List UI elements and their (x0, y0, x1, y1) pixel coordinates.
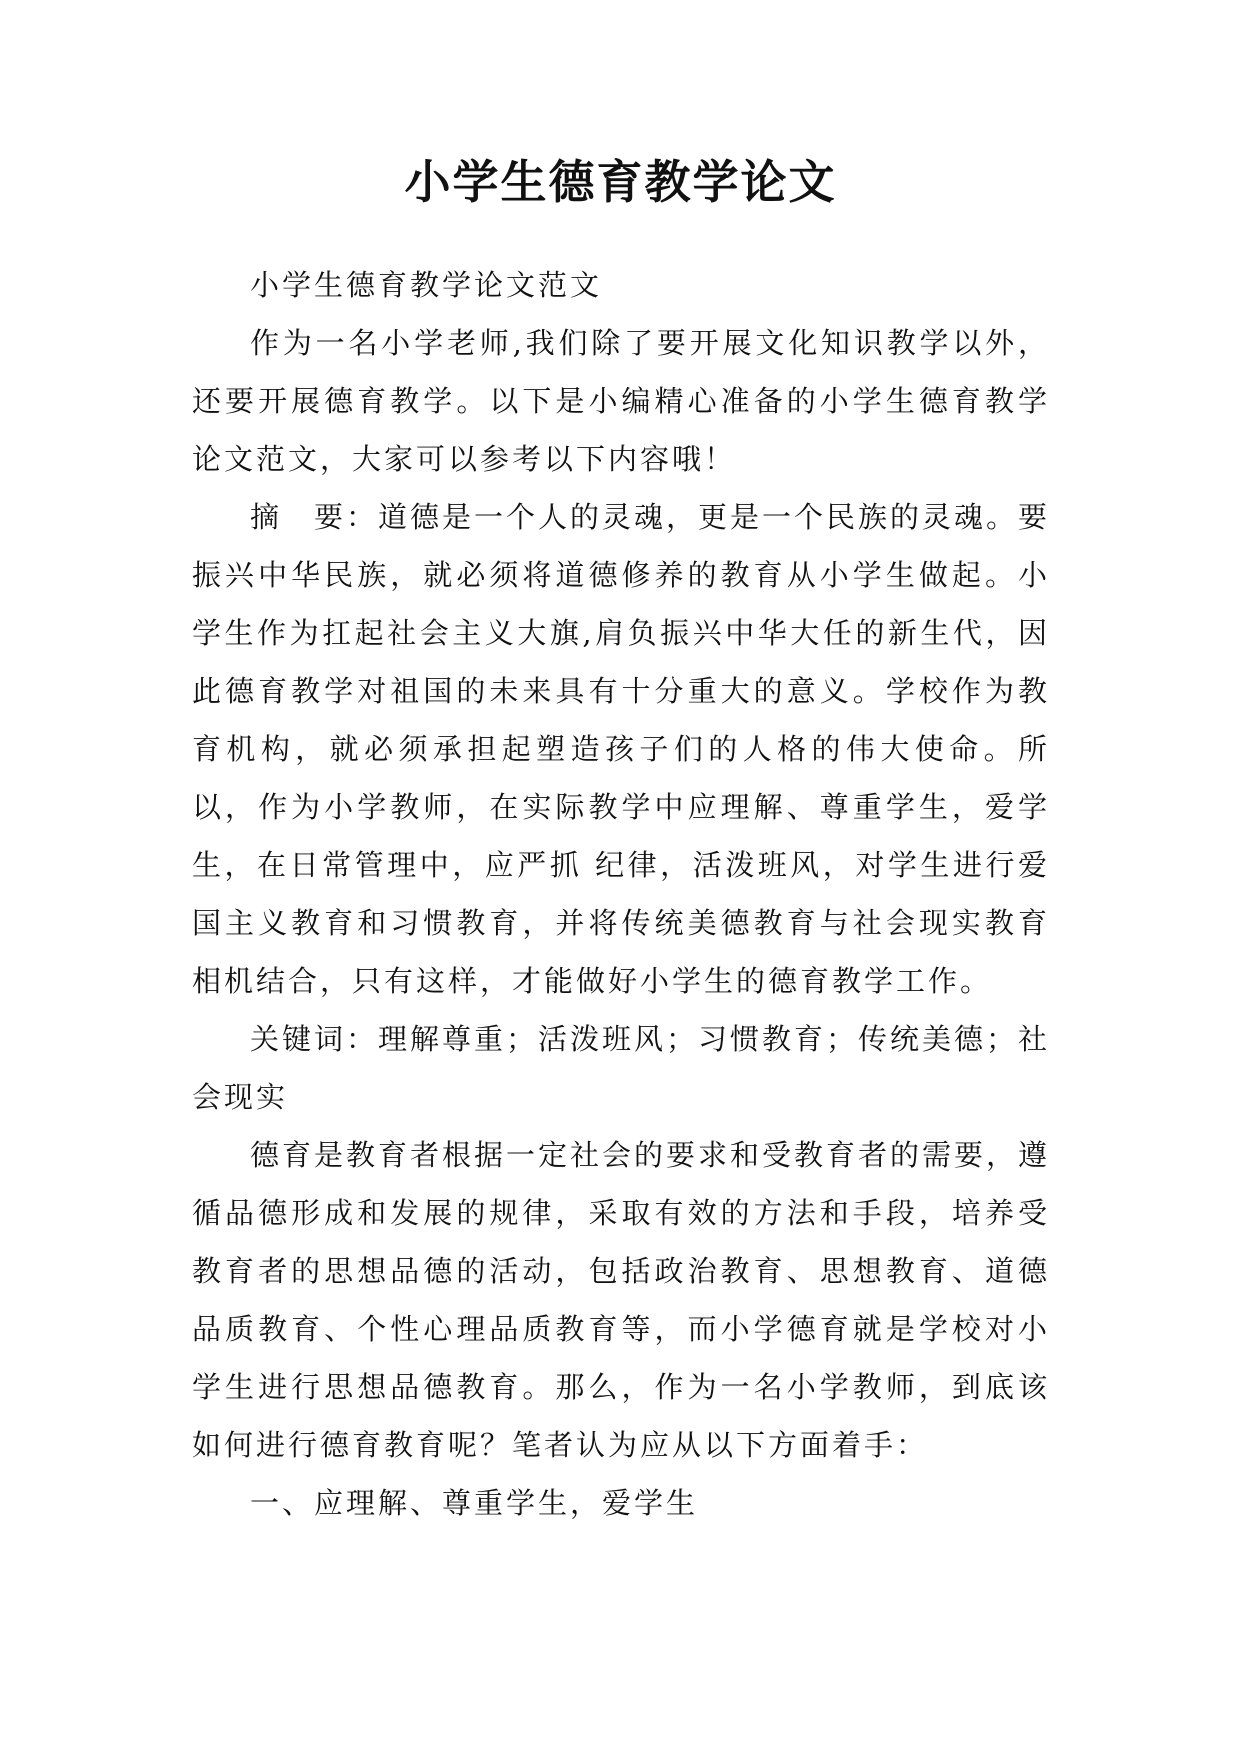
document-title: 小学生德育教学论文 (404, 155, 837, 209)
document-body (192, 256, 1050, 1532)
intro-paragraph: 作为一名小学老师,我们除了要开展文化知识教学以外，还要开展德育教学。以下是小编精心准备的小学生德育教学论文范文，大家可以参考以下内容哦！ (192, 326, 1050, 476)
keywords-paragraph: 关键词：理解尊重；活泼班风；习惯教育；传统美德；社会现实 (192, 1022, 1051, 1114)
body-paragraph: 德育是教育者根据一定社会的要求和受教育者的需要，遵循品德形成和发展的规律，采取有效的方法和手段，培养受教育者的思想品德的活动，包括政治教育、思想教育、道德品质教育、个性心理品质教育等，而小学德育就是学校对小学生进行思想品德教育。那么，作为一名小学教师，到底该如何进行德育教育呢？笔者认为应从以下方面着手： (192, 1138, 1051, 1462)
abstract-paragraph: 摘 要：道德是一个人的灵魂，更是一个民族的灵魂。要振兴中华民族，就必须将道德修养的教育从小学生做起。小学生作为扛起社会主义大旗,肩负振兴中华大任的新生代，因此德育教学对祖国的未来具有十分重大的意义。学校作为教育机构，就必须承担起塑造孩子们的人格的伟大使命。所以，作为小学教师，在实际教学中应理解、尊重学生，爱学生，在日常管理中，应严抓 纪律，活泼班风，对学生进行爱国主义教育和习惯教育，并将传统美德教育与社会现实教育相机结合，只有这样，才能做好小学生的德育教学工作。 (192, 500, 1051, 998)
section-heading: 一、应理解、尊重学生，爱学生 (250, 1486, 699, 1520)
subtitle-paragraph: 小学生德育教学论文范文 (250, 268, 603, 302)
